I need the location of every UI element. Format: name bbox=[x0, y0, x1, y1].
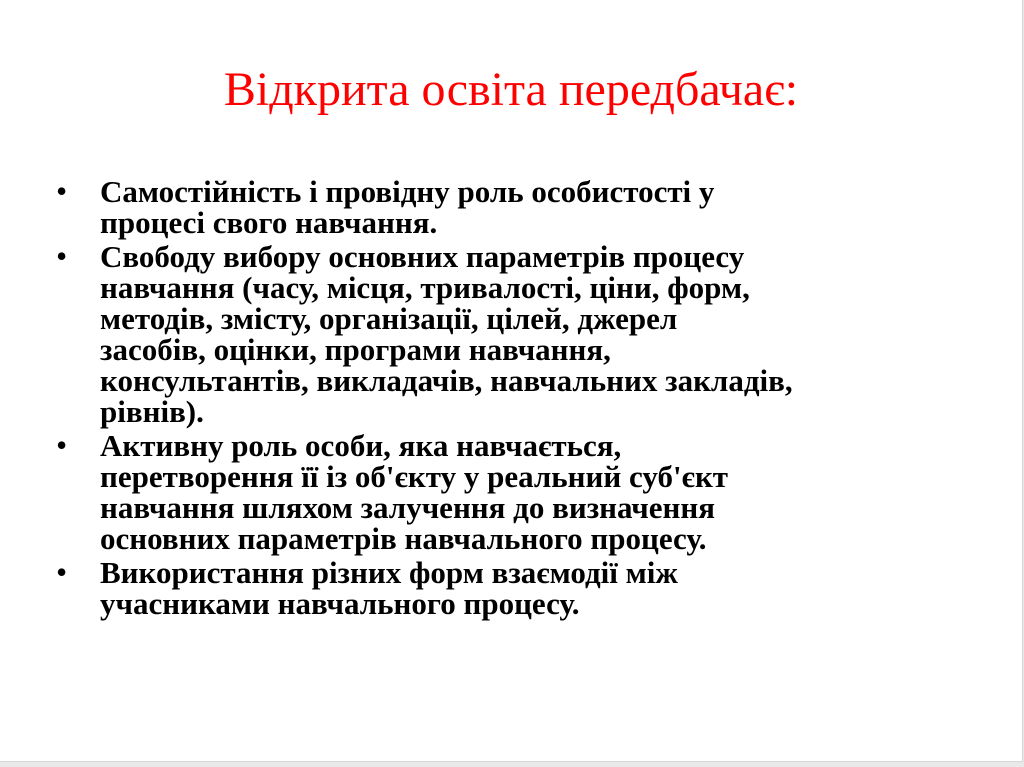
bullet-line: Активну роль особи, яка навчається, bbox=[100, 428, 622, 463]
bullet-marker: • bbox=[56, 427, 68, 463]
bullet-line: навчання (часу, місця, тривалості, ціни, форм, bbox=[100, 270, 750, 305]
bullet-item-3 bbox=[56, 427, 976, 556]
bullet-marker: • bbox=[56, 238, 68, 274]
bullet-line: навчання шляхом залучення до визначення bbox=[100, 490, 716, 525]
bullet-text bbox=[100, 557, 976, 619]
bullet-line: процесі свого навчання. bbox=[100, 205, 438, 240]
bullet-text bbox=[100, 176, 976, 238]
bullet-item-4 bbox=[56, 554, 976, 621]
bullet-line: Самостійність і провідну роль особистості у bbox=[100, 174, 715, 209]
slide-title: Відкрита освіта передбачає: bbox=[223, 63, 799, 116]
bullet-marker: • bbox=[56, 554, 68, 590]
bullet-line: консультантів, викладачів, навчальних закладів, bbox=[100, 363, 793, 398]
bullet-line: рівнів). bbox=[100, 394, 204, 429]
bullet-line: Свободу вибору основних параметрів процесу bbox=[100, 239, 745, 274]
bullet-line: засобів, оцінки, програми навчання, bbox=[100, 332, 611, 367]
bullet-line: учасниками навчального процесу. bbox=[100, 586, 580, 621]
bullet-list bbox=[56, 173, 976, 622]
bullet-line: Використання різних форм взаємодії між bbox=[100, 555, 678, 590]
bullet-text bbox=[100, 430, 976, 554]
bullet-line: методів, змісту, організації, цілей, джерел bbox=[100, 301, 678, 336]
bullet-line: основних параметрів навчального процесу. bbox=[100, 521, 707, 556]
bullet-line: перетворення її із об'єкту у реальний суб'єкт bbox=[100, 459, 729, 494]
bullet-marker: • bbox=[56, 173, 68, 209]
bullet-text bbox=[100, 241, 976, 427]
bullet-item-2 bbox=[56, 238, 976, 429]
bullet-item-1 bbox=[56, 173, 976, 240]
